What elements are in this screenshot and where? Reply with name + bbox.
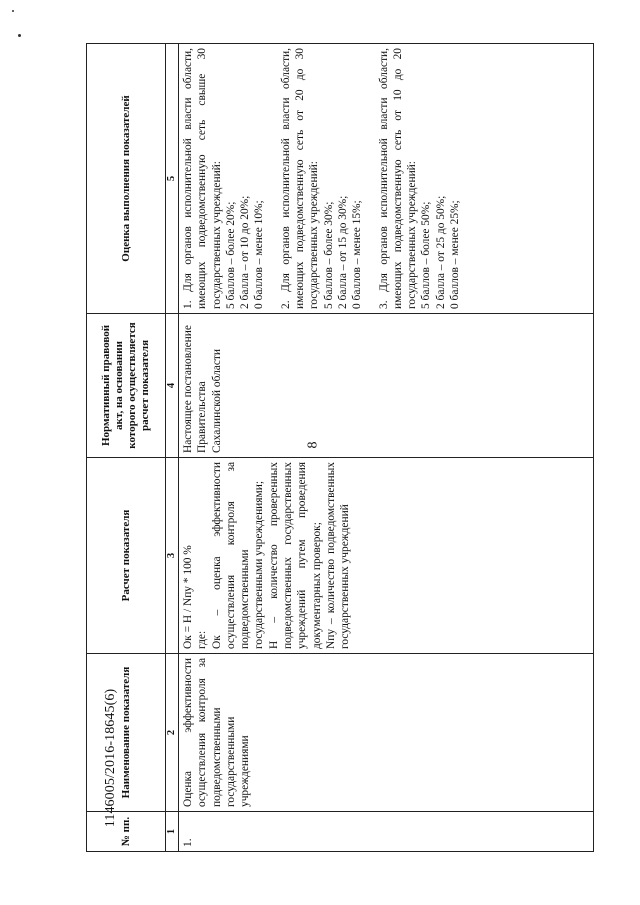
- evaluation-criterion: [377, 48, 463, 309]
- calculation-definition: Ок – оценка эффективности осуществления контроля за подведомственными государственными учреждениями;: [210, 462, 266, 649]
- legal-act: Настоящее постановление Правительства Сахалинской области: [179, 314, 594, 458]
- calculation-definition: Н – количество проверенных подведомственных государственных учреждений путем проведения документарных проверок;: [267, 462, 323, 649]
- criterion-score: 0 баллов – менее 25%;: [449, 200, 462, 309]
- criterion-score: 2 балла – от 10 до 20%;: [239, 195, 252, 309]
- row-number: 1.: [179, 812, 594, 852]
- scan-speck: [12, 10, 14, 12]
- column-number: 3: [166, 458, 179, 654]
- criterion-score: 5 баллов – более 50%;: [420, 201, 433, 309]
- indicators-table: [86, 43, 594, 852]
- column-number: 2: [166, 654, 179, 812]
- criterion-score: 0 баллов – менее 15%;: [351, 200, 364, 309]
- rotated-table-container: [86, 44, 610, 852]
- header-legal-act: Нормативный правовой акт, на основании которого осуществляется расчет показателя: [87, 314, 166, 458]
- criterion-condition: 2. Для органов исполнительной власти области, имеющих подведомственную сеть от 20 до 30 государственных учреждений:: [279, 48, 321, 309]
- header-indicator-name: Наименование показателя: [87, 654, 166, 812]
- column-number: 1: [166, 812, 179, 852]
- header-evaluation: Оценка выполнения показателей: [87, 44, 166, 314]
- column-number: 4: [166, 314, 179, 458]
- criterion-condition: 3. Для органов исполнительной власти области, имеющих подведомственную сеть от 10 до 20 государственных учреждений:: [377, 48, 419, 309]
- table-frame: [86, 44, 610, 852]
- column-number: 5: [166, 44, 179, 314]
- calculation-definition: Nпу – количество подведомственных государственных учреждений: [324, 462, 352, 649]
- header-number: № пп.: [87, 812, 166, 852]
- criterion-score: 5 баллов – более 20%;: [224, 201, 237, 309]
- scan-speck: [18, 34, 21, 37]
- header-row: [87, 44, 166, 852]
- indicator-name: Оценка эффективности осуществления контроля за подведомственными государственными учреждениями: [179, 654, 594, 812]
- criterion-score: 5 баллов – более 30%;: [322, 201, 335, 309]
- calculation-where: где:: [196, 630, 209, 649]
- document-code: 1146005/2016-18645(6): [103, 688, 119, 828]
- criterion-score: 2 балла – от 15 до 30%;: [336, 195, 349, 309]
- calculation-formula: Ок = Н / Nпу * 100 %: [182, 545, 194, 649]
- header-calculation: Расчет показателя: [87, 458, 166, 654]
- evaluation-cell: [179, 44, 594, 314]
- criterion-condition: 1. Для органов исполнительной власти области, имеющих подведомственную сеть свыше 30 государственных учреждений:: [182, 48, 223, 309]
- column-number-row: [166, 44, 179, 852]
- table-row: [179, 44, 594, 852]
- criterion-score: 0 баллов – менее 10%;: [253, 200, 266, 309]
- calculation-cell: [179, 458, 594, 654]
- criterion-score: 2 балла – от 25 до 50%;: [434, 195, 447, 309]
- evaluation-criterion: [181, 48, 267, 309]
- evaluation-criterion: [279, 48, 365, 309]
- page-number: 8: [305, 441, 321, 449]
